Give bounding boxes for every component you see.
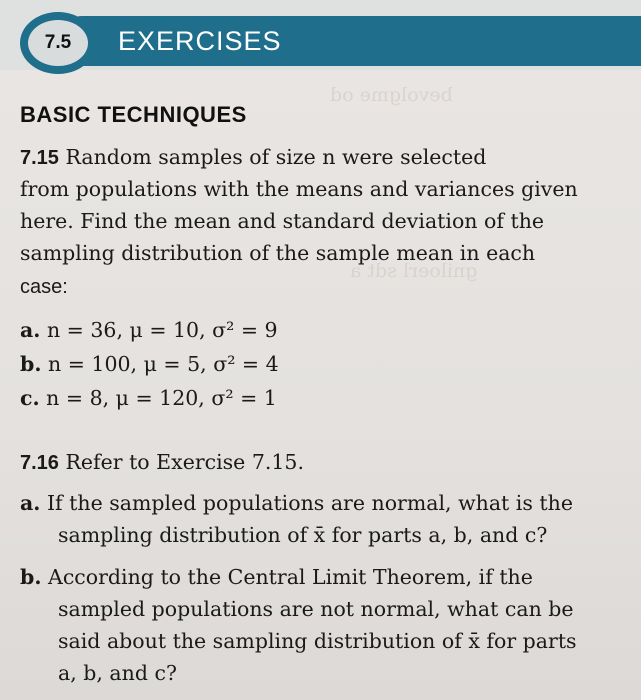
exercise-7-15-line-4: sampling distribution of the sample mean in each — [20, 241, 536, 265]
part-a — [20, 318, 278, 342]
exercise-7-15-line-5: case: — [20, 276, 68, 298]
part-label: a. — [20, 491, 41, 515]
exercise-7-16-part-b-line-2: sampled populations are not normal, what can be — [58, 597, 574, 621]
exercise-7-16-part-b-line-4: a, b, and c? — [58, 661, 177, 685]
exercise-7-15-line-3: here. Find the mean and standard deviation of the — [20, 209, 545, 233]
part-label: c. — [20, 386, 40, 410]
exercises-title: EXERCISES — [118, 26, 282, 56]
exercise-7-16-part-b-line-3: said about the sampling distribution of x̄ for parts — [58, 629, 577, 653]
exercise-number: 7.15 — [20, 147, 59, 169]
part-values: n = 8, μ = 120, σ² = 1 — [46, 386, 277, 410]
exercise-7-15-line-2: from populations with the means and variances given — [20, 177, 578, 201]
exercise-7-16-line-1 — [20, 450, 304, 475]
part-values: n = 100, μ = 5, σ² = 4 — [48, 352, 279, 376]
exercise-7-16-part-a-line-2: sampling distribution of x̄ for parts a, b, and c? — [58, 523, 548, 547]
part-values: n = 36, μ = 10, σ² = 9 — [46, 318, 278, 342]
part-text: According to the Central Limit Theorem, if the — [48, 565, 533, 589]
exercise-text: Refer to Exercise 7.15. — [65, 450, 304, 474]
exercise-number: 7.16 — [20, 452, 59, 474]
section-badge — [20, 12, 96, 74]
bleed-through-text: bevolgme od — [330, 84, 453, 106]
exercise-text: Random samples of size n were selected — [65, 145, 487, 169]
section-number: 7.5 — [28, 20, 88, 66]
exercise-7-16-part-b-line-1 — [20, 565, 533, 589]
part-label: b. — [20, 565, 42, 589]
part-b — [20, 352, 279, 376]
exercise-7-16-part-a-line-1 — [20, 491, 573, 515]
part-label: b. — [20, 352, 42, 376]
part-text: If the sampled populations are normal, what is the — [46, 491, 573, 515]
sub-heading: BASIC TECHNIQUES — [20, 102, 247, 127]
part-c — [20, 386, 277, 410]
bleed-through-text: gniloerl sdt a — [350, 260, 478, 282]
part-label: a. — [20, 318, 41, 342]
exercise-7-15-line-1 — [20, 145, 486, 170]
